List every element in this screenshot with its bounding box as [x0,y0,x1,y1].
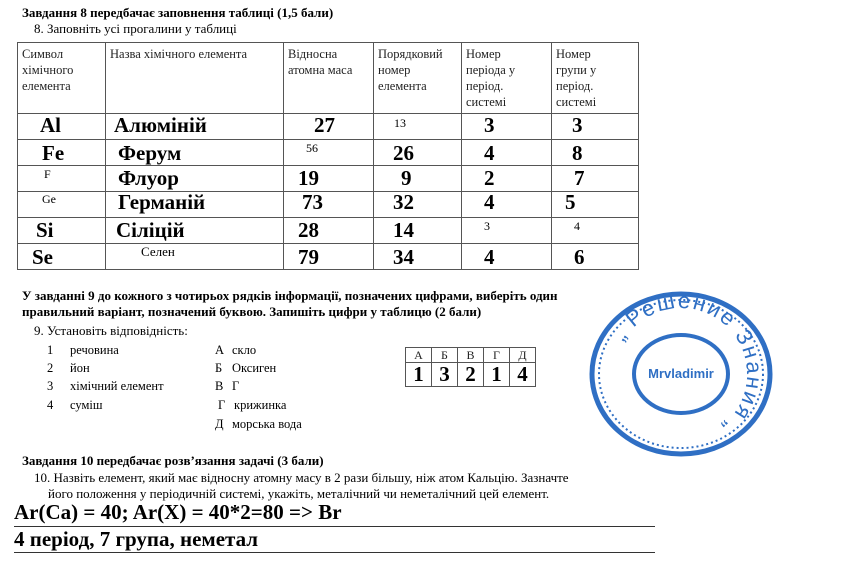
mass-cell: 27 [284,114,374,140]
symbol-cell: Se [18,244,106,270]
right-item-letter: А [215,343,225,357]
group-cell: 7 [552,166,639,192]
stamp-ring-text: „ Решение Знания „ [606,290,768,443]
number-cell: 14 [374,218,462,244]
answer-value: 1 [406,363,432,387]
right-item-text: морська вода [232,417,302,431]
mass-cell: 19 [284,166,374,192]
period-cell: 4 [462,192,552,218]
table-row [18,114,639,140]
left-item-number: 4 [47,398,54,412]
right-item-text: крижинка [234,398,287,412]
name-cell: Сіліцій [106,218,284,244]
answer-value-row [406,363,536,387]
group-cell: 4 [552,218,639,244]
task8-header-row [18,43,639,114]
task10-answer-line2: 4 період, 7 група, неметал [14,527,259,551]
left-item-text: йон [70,361,90,375]
right-item-text: скло [232,343,257,357]
right-item-letter: Г [218,398,226,412]
left-item-text: хімічний елемент [70,379,164,393]
period-cell: 2 [462,166,552,192]
table-row [18,192,639,218]
table-row [18,166,639,192]
number-cell: 13 [374,114,462,140]
header-name: Назва хімічного елемента [106,43,284,114]
right-item-text: Оксиген [232,361,277,375]
number-cell: 34 [374,244,462,270]
header-mass: Відносна атомна маса [284,43,374,114]
header-symbol: Символ хімічного елемента [18,43,106,114]
group-cell: 8 [552,140,639,166]
period-cell: 4 [462,244,552,270]
name-cell: Германій [106,192,284,218]
task10-answer-line1: Ar(Ca) = 40; Ar(X) = 40*2=80 => Br [14,500,342,524]
stamp-center-text: Mrvladimir [648,366,714,381]
left-item-number: 2 [47,361,54,375]
name-cell: Флуор [106,166,284,192]
name-cell: Ферум [106,140,284,166]
group-cell: 6 [552,244,639,270]
answer-header: Г [484,348,510,363]
stamp [588,290,774,458]
answer-header-row [406,348,536,363]
task10-heading: Завдання 10 передбачає розв’язання задачі (3 бали) [22,453,324,468]
header-period: Номер періода у період. системі [462,43,552,114]
answer-header: Б [432,348,458,363]
group-cell: 3 [552,114,639,140]
table-row [18,218,639,244]
left-item-number: 3 [47,379,54,393]
header-group: Номер групи у період. системі [552,43,639,114]
symbol-cell: Fe [18,140,106,166]
task9-question: 9. Установіть відповідність: [34,323,188,338]
right-item-letter: Б [215,361,223,375]
name-cell: Алюміній [106,114,284,140]
mass-cell: 56 [284,140,374,166]
task9-answer-table [405,347,536,387]
answer-header: А [406,348,432,363]
number-cell: 32 [374,192,462,218]
symbol-cell: Al [18,114,106,140]
mass-cell: 79 [284,244,374,270]
task10-question-line1: 10. Назвіть елемент, який має відносну атомну масу в 2 рази більшу, ніж атом Кальцію. Зазначте [34,470,569,485]
mass-cell: 28 [284,218,374,244]
answer-header: В [458,348,484,363]
right-item-letter: В [215,379,224,393]
task8-heading: Завдання 8 передбачає заповнення таблиці (1,5 бали) [22,5,334,20]
period-cell: 3 [462,218,552,244]
symbol-cell: Si [18,218,106,244]
number-cell: 9 [374,166,462,192]
header-number: Порядковий номер елемента [374,43,462,114]
answer-value: 1 [484,363,510,387]
left-item-text: речовина [70,343,119,357]
answer-value: 4 [510,363,536,387]
left-item-text: суміш [70,398,103,412]
symbol-cell: Ge [18,192,106,218]
task8-table [17,42,639,270]
left-item-number: 1 [47,343,54,357]
answer-underline [14,552,655,553]
group-cell: 5 [552,192,639,218]
right-item-letter: Д [215,417,224,431]
task9-heading-line1: У завданні 9 до кожного з чотирьох рядків інформації, позначених цифрами, виберіть один [22,288,558,303]
table-row [18,244,639,270]
answer-value: 2 [458,363,484,387]
answer-value: 3 [432,363,458,387]
symbol-cell: F [18,166,106,192]
name-cell: Селен [106,244,284,270]
mass-cell: 73 [284,192,374,218]
number-cell: 26 [374,140,462,166]
task10-question-line2: його положення у періодичній системі, укажіть, металічний чи неметалічний цей елемент. [48,486,550,501]
task9-heading-line2: правильний варіант, позначений буквою. Запишіть цифри у таблицю (2 бали) [22,304,482,319]
right-item-text: Г [232,379,240,393]
task8-question: 8. Заповніть усі прогалини у таблиці [34,21,237,36]
table-row [18,140,639,166]
answer-header: Д [510,348,536,363]
period-cell: 4 [462,140,552,166]
period-cell: 3 [462,114,552,140]
